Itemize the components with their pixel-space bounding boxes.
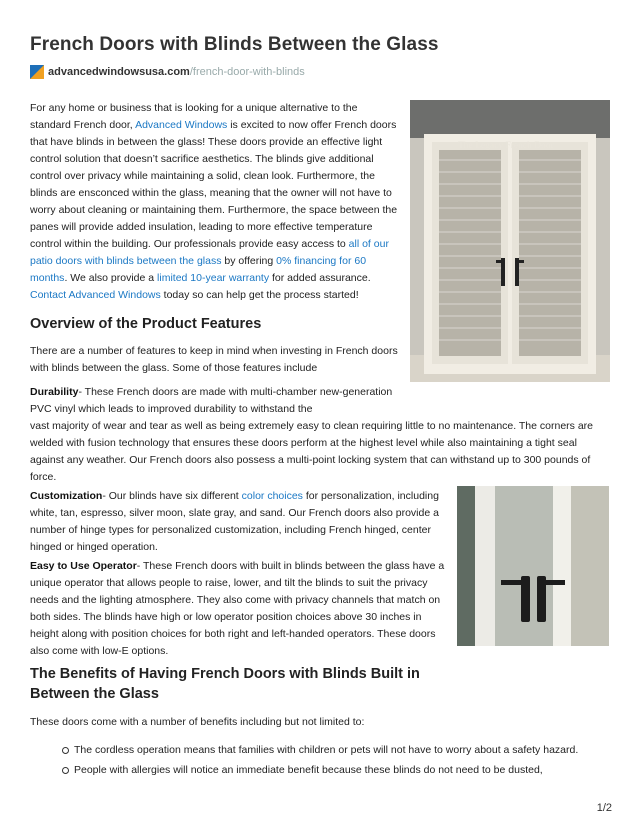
ease-paragraph: Easy to Use Operator- These French doors with built in blinds between the glass have a unique operator that allows people to raise, lower, and tilt the blinds to suit the privacy needs and the lighting atmosphere. They also come with privacy channels that match on both sides. The blinds have high or low operator position choices above 30 inches in height along with position choices for both right and left-handed operators. These doors also come with low-E options. — [30, 560, 445, 657]
customization-paragraph: Customization- Our blinds have six different color choices for personalization, including white, tan, espresso, silver moon, slate gray, and sand. Our French doors also provide a number of hinge types for personalized customization, including French hinged, center hinged or hinged operation. — [30, 490, 439, 553]
french-door-photo — [410, 100, 610, 382]
benefits-heading: The Benefits of Having French Doors with Blinds Built in Between the Glass — [30, 666, 420, 702]
benefits-intro: These doors come with a number of benefits including but not limited to: — [30, 716, 365, 728]
customization-label: Customization — [30, 490, 103, 502]
durability-label: Durability — [30, 386, 79, 398]
patio-doors-link[interactable]: all of our patio doors with blinds between the glass — [30, 238, 389, 267]
page-title: French Doors with Blinds Between the Glass — [30, 34, 439, 55]
list-item: People with allergies will notice an immediate benefit because these blinds do not need to be dusted, — [62, 762, 602, 779]
overview-paragraph: There are a number of features to keep in mind when investing in French doors with blinds between the glass. Some of those features include — [30, 345, 398, 374]
durability-paragraph-bottom: vast majority of wear and tear as well as being extremely easy to clean requiring little to no maintenance. The corners are welded with fusion technology that ensures these doors perform at the highest level while also maintaining a tight seal against any weather. Our French doors also possess a multi-point locking system that can withstand up to 300 pounds of force. — [30, 420, 594, 483]
contact-link[interactable]: Contact Advanced Windows — [30, 289, 161, 301]
advanced-windows-link[interactable]: Advanced Windows — [135, 119, 228, 131]
color-choices-link[interactable]: color choices — [241, 490, 303, 502]
page-number: 1/2 — [596, 802, 612, 814]
source-path-link[interactable]: /french-door-with-blinds — [189, 66, 305, 78]
benefits-list — [62, 742, 602, 782]
financing-link[interactable]: 0% financing for 60 months — [30, 255, 367, 284]
intro-paragraph: For any home or business that is looking for a unique alternative to the standard French door, Advanced Windows is excited to now offer French doors that have blinds in between the glass! These doors provide an effective light control solution that doesn’t sacrifice aesthetics. The blinds give additional control over privacy while maintaining a solid, clean look. Furthermore, the blinds are ensconced within the glass, meaning that the owner will not have to worry about cleaning or maintaining them. Furthermore, the space between the panes will provide added insulation, leading to more effective temperature control within the building. Our professionals provide easy access to all of our patio doors with blinds between the glass by offering 0% financing for 60 months. We also provide a limited 10-year warranty for added assurance. Contact Advanced Windows today so can help get the process started! — [30, 102, 398, 301]
door-sign-text: The Legacy French Door — [458, 141, 554, 151]
site-logo-icon — [30, 65, 44, 79]
list-item: The cordless operation means that families with children or pets will not have to worry about a safety hazard. — [62, 742, 602, 759]
warranty-link[interactable]: limited 10-year warranty — [157, 272, 270, 284]
door-handle-photo — [457, 486, 609, 646]
source-host-link[interactable]: advancedwindowsusa.com — [48, 66, 190, 78]
source-line — [30, 65, 305, 79]
overview-heading: Overview of the Product Features — [30, 316, 262, 332]
ease-label: Easy to Use Operator — [30, 560, 137, 572]
durability-paragraph-top: Durability- These French doors are made with multi-chamber new-generation PVC vinyl which leads to improved durability to withstand the — [30, 386, 393, 415]
